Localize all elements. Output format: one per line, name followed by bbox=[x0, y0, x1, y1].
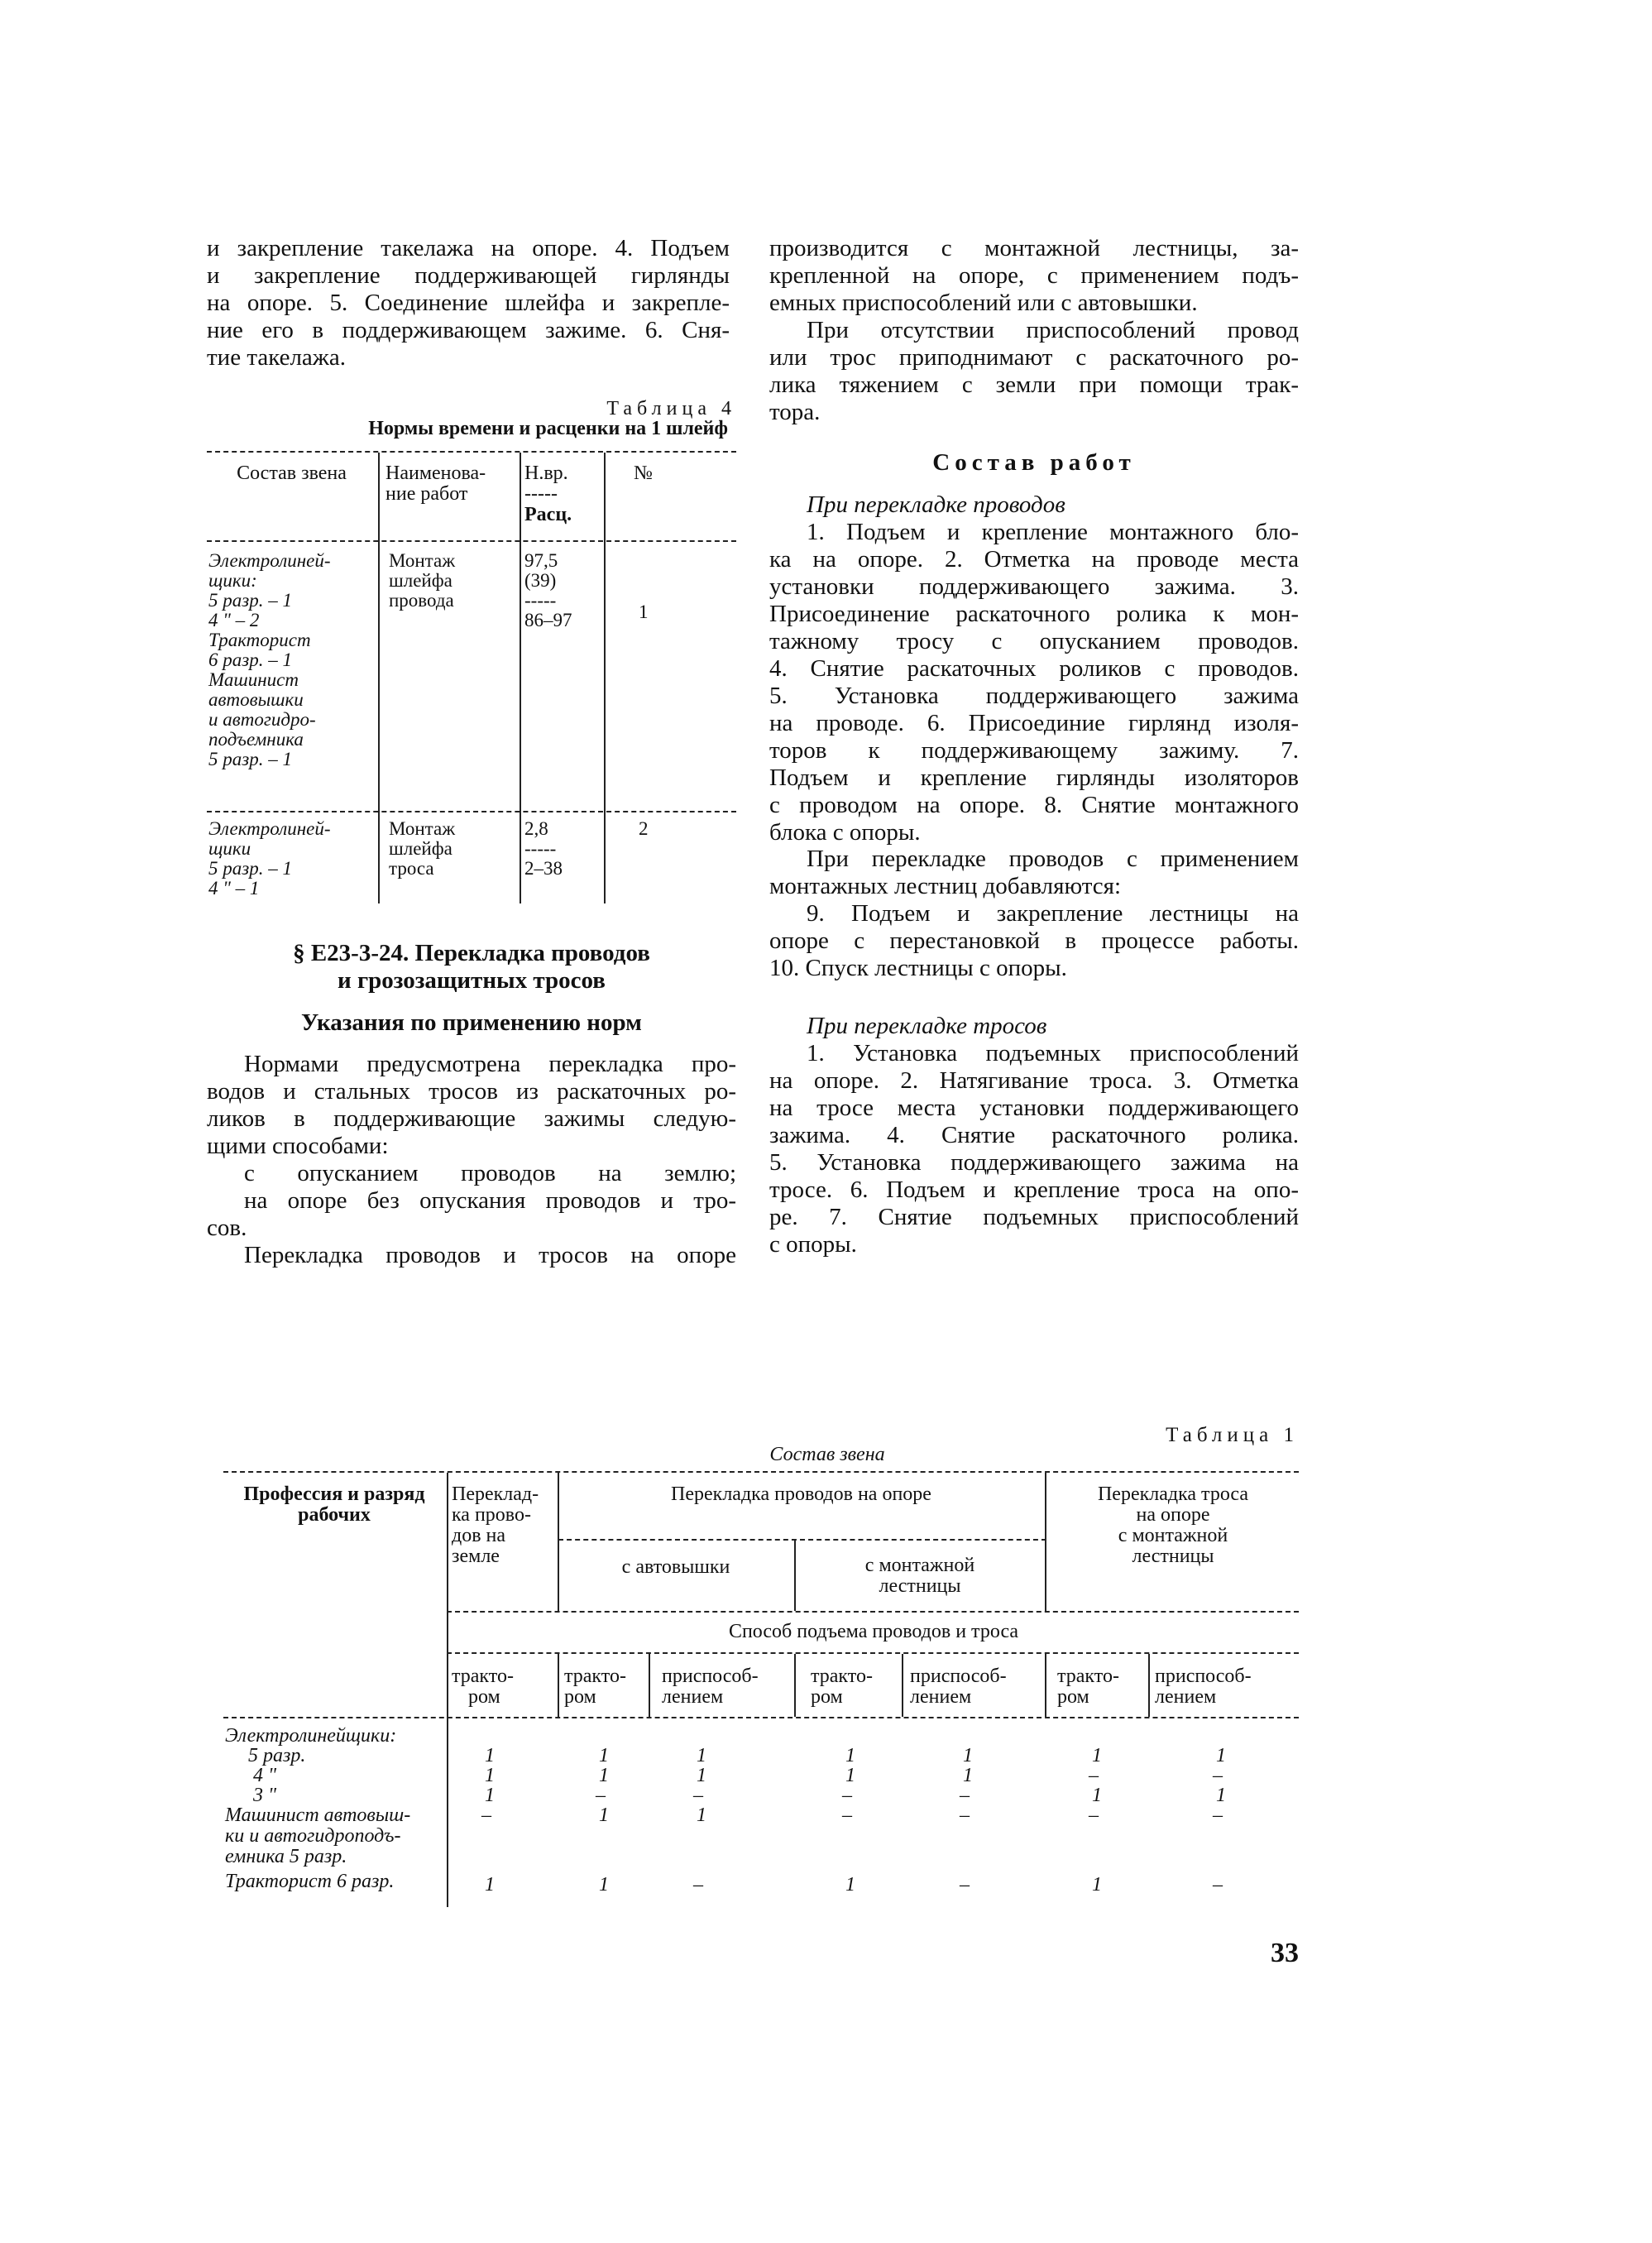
text-line: Присоединение раскаточного ролика к мон- bbox=[769, 601, 1299, 627]
table1-cell: – bbox=[1213, 1804, 1223, 1826]
table1-col-divider bbox=[447, 1473, 448, 1907]
text-line: и автогидро- bbox=[208, 709, 316, 730]
text-line: щики bbox=[208, 838, 251, 859]
text-line: тракто- bbox=[811, 1665, 873, 1687]
page-number: 33 bbox=[1271, 1938, 1299, 1968]
table1-cell: – bbox=[596, 1785, 606, 1806]
text-line: Монтаж bbox=[389, 818, 456, 839]
text-line: Расц. bbox=[524, 504, 572, 525]
text-line: и закрепление такелажа на опоре. 4. Подъем bbox=[207, 235, 730, 261]
table1-cell: 1 bbox=[963, 1765, 973, 1786]
text-line: 5 разр. – 1 bbox=[208, 858, 292, 879]
text-line: 5 разр. – 1 bbox=[208, 749, 292, 769]
text-line: Н.вр. bbox=[524, 462, 568, 484]
text-line: (39) bbox=[524, 570, 557, 591]
text-line: Электролиней- bbox=[208, 818, 331, 839]
text-line: приспособ- bbox=[1155, 1665, 1252, 1687]
table1-subheader bbox=[564, 1666, 647, 1708]
text-line: с опусканием проводов на землю; bbox=[244, 1160, 736, 1186]
table1-cell: 1 bbox=[1216, 1745, 1226, 1766]
text-line: 1. Установка подъемных приспособлений bbox=[807, 1040, 1299, 1066]
table1-rule bbox=[558, 1539, 1046, 1541]
text-line: провода bbox=[389, 590, 454, 611]
text-line: на опоре. 2. Натягивание троса. 3. Отметка bbox=[769, 1067, 1299, 1094]
text-line: троса bbox=[389, 858, 434, 879]
right-top-paragraph bbox=[769, 235, 1299, 426]
text-line: щими способами: bbox=[207, 1133, 389, 1159]
text-line: ром bbox=[1057, 1686, 1089, 1708]
table1-subheader bbox=[811, 1666, 900, 1708]
table1-row-label bbox=[225, 1805, 447, 1867]
work-composition-heading: Состав работ bbox=[932, 449, 1136, 476]
table1-col-divider bbox=[1148, 1654, 1150, 1717]
table1-subheader bbox=[662, 1666, 792, 1708]
text-line: лестницы bbox=[1132, 1546, 1214, 1567]
text-line: ром bbox=[468, 1686, 500, 1708]
table1-cell: 1 bbox=[1092, 1785, 1102, 1806]
table4-title: Нормы времени и расценки на 1 шлейф bbox=[368, 418, 728, 439]
table1-cell: – bbox=[693, 1874, 703, 1896]
text-line: сов. bbox=[207, 1215, 247, 1241]
text-line: Наименова- bbox=[385, 462, 486, 484]
text-line: на проводе. 6. Присоединие гирлянд изоля- bbox=[769, 710, 1299, 736]
text-line: тросе. 6. Подъем и крепление троса на опо- bbox=[769, 1177, 1299, 1203]
table4-row1-num: 1 bbox=[639, 601, 649, 622]
text-line: монтажных лестниц добавляются: bbox=[769, 873, 1122, 899]
table4-row1-norm bbox=[524, 551, 601, 630]
table4-col-divider bbox=[378, 453, 380, 903]
table4-top-rule bbox=[207, 451, 736, 453]
cables-steps bbox=[769, 1040, 1299, 1258]
wires-steps bbox=[769, 519, 1299, 846]
text-line: ки и автогидроподъ- bbox=[225, 1825, 401, 1847]
table1-cell: 1 bbox=[485, 1745, 495, 1766]
text-line: Перекладка троса bbox=[1097, 1483, 1249, 1505]
text-line: тракто- bbox=[564, 1665, 626, 1687]
text-line: емника 5 разр. bbox=[225, 1846, 347, 1867]
intro-paragraph bbox=[207, 235, 730, 371]
table1-col-divider bbox=[649, 1654, 650, 1717]
text-line: производится с монтажной лестницы, за- bbox=[769, 235, 1299, 261]
table1-row-label: 3 " bbox=[253, 1785, 277, 1806]
text-line: дов на bbox=[452, 1525, 506, 1546]
table1-cell: – bbox=[960, 1785, 970, 1806]
table4-row1-work bbox=[389, 551, 513, 611]
table4-row2-work bbox=[389, 819, 513, 879]
table1-subheader bbox=[1057, 1666, 1147, 1708]
text-line: ка прово- bbox=[452, 1504, 531, 1526]
table1-top-rule bbox=[223, 1471, 1299, 1473]
text-line: лением bbox=[662, 1686, 724, 1708]
text-line: § Е23-3-24. Перекладка проводов bbox=[293, 940, 650, 966]
text-line: лика тяжением с земли при помощи трак- bbox=[769, 371, 1299, 398]
table4-row2-num: 2 bbox=[639, 818, 649, 839]
table1-col-divider bbox=[902, 1654, 903, 1717]
text-line: с монтажной bbox=[1118, 1525, 1228, 1546]
text-line: с проводом на опоре. 8. Снятие монтажного bbox=[769, 792, 1299, 818]
table1-title: Состав звена bbox=[769, 1444, 885, 1465]
text-line: ние работ bbox=[385, 483, 468, 505]
text-line: 2–38 bbox=[524, 858, 563, 879]
text-line: 10. Спуск лестницы с опоры. bbox=[769, 955, 1067, 981]
text-line: ликов в поддерживающие зажимы следую- bbox=[207, 1105, 736, 1132]
table1-cell: 1 bbox=[599, 1804, 609, 1826]
table1-cell: 1 bbox=[845, 1765, 855, 1786]
table1-cell: 1 bbox=[697, 1804, 706, 1826]
table1-header-profession bbox=[223, 1484, 445, 1526]
table1-subheader bbox=[452, 1666, 556, 1708]
table1-subheader bbox=[910, 1666, 1042, 1708]
table1-cell: 1 bbox=[697, 1765, 706, 1786]
text-line: Переклад- bbox=[452, 1483, 539, 1505]
text-line: При перекладке проводов с применением bbox=[807, 846, 1299, 872]
table1-cell: 1 bbox=[1216, 1785, 1226, 1806]
section-title bbox=[207, 940, 736, 994]
table4-label: Таблица 4 bbox=[606, 398, 736, 419]
text-line: ----- bbox=[524, 838, 557, 859]
table1-rule bbox=[447, 1652, 1299, 1654]
text-line: При отсутствии приспособлений провод bbox=[807, 317, 1299, 343]
table1-cell: 1 bbox=[485, 1785, 495, 1806]
text-line: на тросе места установки поддерживающего bbox=[769, 1095, 1299, 1121]
table1-cell: 1 bbox=[485, 1765, 495, 1786]
text-line: 9. Подъем и закрепление лестницы на bbox=[807, 900, 1299, 927]
text-line: крепленной на опоре, с применением подъ- bbox=[769, 262, 1299, 289]
table1-row-label: 5 разр. bbox=[248, 1745, 306, 1766]
text-line: опоре с перестановкой в процессе работы. bbox=[769, 927, 1299, 954]
text-line: Машинист bbox=[208, 669, 299, 690]
table1-cell: 1 bbox=[599, 1745, 609, 1766]
text-line: Тракторист bbox=[208, 630, 311, 650]
table4-header-norm bbox=[524, 463, 601, 525]
table1-cell: – bbox=[1089, 1765, 1099, 1786]
text-line: ром bbox=[811, 1686, 843, 1708]
text-line: на опоре. 5. Соединение шлейфа и закрепле- bbox=[207, 290, 730, 316]
text-line: 86–97 bbox=[524, 610, 572, 630]
text-line: емных приспособлений или с автовышки. bbox=[769, 290, 1198, 316]
table1-cell: 1 bbox=[845, 1874, 855, 1896]
table4-header-work bbox=[385, 463, 518, 505]
table1-col-divider bbox=[794, 1654, 796, 1717]
table1-col-divider bbox=[1045, 1654, 1046, 1717]
table1-cell: 1 bbox=[963, 1745, 973, 1766]
table1-cell: 1 bbox=[599, 1874, 609, 1896]
text-line: Профессия и разряд bbox=[243, 1483, 425, 1505]
table1-col-divider bbox=[558, 1654, 559, 1717]
text-line: 4 " – 2 bbox=[208, 610, 260, 630]
text-line: Монтаж bbox=[389, 550, 456, 571]
ladder-steps bbox=[769, 846, 1299, 982]
text-line: Нормами предусмотрена перекладка про- bbox=[244, 1051, 736, 1077]
table4-row2-crew bbox=[208, 819, 378, 899]
text-line: 4. Снятие раскаточных роликов с проводов. bbox=[769, 655, 1299, 682]
text-line: ние его в поддерживающем зажиме. 6. Сня- bbox=[207, 317, 730, 343]
table1-rule bbox=[447, 1611, 1299, 1613]
wires-subheading: При перекладке проводов bbox=[807, 491, 1065, 518]
table1-cell: – bbox=[1213, 1765, 1223, 1786]
text-line: 2,8 bbox=[524, 818, 548, 839]
table1-cell: – bbox=[1213, 1874, 1223, 1896]
text-line: или трос приподнимают с раскаточного ро- bbox=[769, 344, 1299, 371]
table4-header-num: № bbox=[634, 462, 653, 484]
table1-cell: – bbox=[960, 1804, 970, 1826]
text-line: 97,5 bbox=[524, 550, 558, 571]
text-line: лением bbox=[1155, 1686, 1217, 1708]
text-line: 5. Установка поддерживающего зажима на bbox=[769, 1149, 1299, 1176]
table1-header-tower: с автовышки bbox=[621, 1556, 730, 1578]
table4-col-divider bbox=[604, 453, 606, 903]
text-line: тракто- bbox=[1057, 1665, 1119, 1687]
table1-cell: – bbox=[960, 1874, 970, 1896]
text-line: и закрепление поддерживающей гирлянды bbox=[207, 262, 730, 289]
text-line: тора. bbox=[769, 399, 821, 425]
text-line: с монтажной bbox=[864, 1555, 975, 1576]
text-line: 4 " – 1 bbox=[208, 878, 260, 899]
text-line: приспособ- bbox=[910, 1665, 1007, 1687]
text-line: тракто- bbox=[452, 1665, 514, 1687]
table1-cell: 1 bbox=[697, 1745, 706, 1766]
table4-col-divider bbox=[520, 453, 521, 903]
table1-header-onpole: Перекладка проводов на опоре bbox=[671, 1483, 931, 1505]
section-subtitle: Указания по применению норм bbox=[301, 1009, 642, 1036]
text-line: Перекладка проводов и тросов на опоре bbox=[244, 1242, 736, 1268]
table1-col-divider bbox=[1045, 1473, 1046, 1611]
text-line: щики: bbox=[208, 570, 257, 591]
text-line: земле bbox=[452, 1546, 500, 1567]
text-line: рабочих bbox=[298, 1504, 371, 1526]
cables-subheading: При перекладке тросов bbox=[807, 1013, 1047, 1039]
table1-cell: – bbox=[842, 1785, 852, 1806]
table1-cell: 1 bbox=[599, 1765, 609, 1786]
text-line: ----- bbox=[524, 590, 557, 611]
text-line: лением bbox=[910, 1686, 972, 1708]
table4-row1-crew bbox=[208, 551, 378, 769]
text-line: ре. 7. Снятие подъемных приспособлений bbox=[769, 1204, 1299, 1230]
text-line: на опоре bbox=[1136, 1504, 1210, 1526]
text-line: торов к поддерживающему зажиму. 7. bbox=[769, 737, 1299, 764]
text-line: и грозозащитных тросов bbox=[338, 967, 606, 994]
text-line: блока с опоры. bbox=[769, 819, 921, 846]
table1-cell: – bbox=[842, 1804, 852, 1826]
text-line: приспособ- bbox=[662, 1665, 759, 1687]
text-line: на опоре без опускания проводов и тро- bbox=[244, 1187, 736, 1214]
table4-row-rule bbox=[207, 811, 736, 812]
table1-cell: – bbox=[693, 1785, 703, 1806]
table1-cell: – bbox=[1089, 1804, 1099, 1826]
text-line: шлейфа bbox=[389, 570, 453, 591]
table1-cell: – bbox=[481, 1804, 491, 1826]
table4-header-crew: Состав звена bbox=[237, 462, 347, 484]
text-line: тажному тросу с опусканием проводов. bbox=[769, 628, 1299, 654]
text-line: тие такелажа. bbox=[207, 344, 346, 371]
table1-header-ladder bbox=[796, 1555, 1044, 1597]
text-line: с опоры. bbox=[769, 1231, 857, 1258]
text-line: зажима. 4. Снятие раскаточного ролика. bbox=[769, 1122, 1299, 1148]
text-line: Машинист автовыш- bbox=[225, 1804, 411, 1826]
text-line: лестницы bbox=[879, 1575, 961, 1597]
table4-header-rule bbox=[207, 540, 736, 542]
text-line: 6 разр. – 1 bbox=[208, 649, 292, 670]
text-line: 1. Подъем и крепление монтажного бло- bbox=[807, 519, 1299, 545]
table1-header-bottom-rule bbox=[223, 1717, 1299, 1718]
table1-cell: 1 bbox=[1092, 1745, 1102, 1766]
text-line: подъемника bbox=[208, 729, 304, 750]
text-line: водов и стальных тросов из раскаточных ро- bbox=[207, 1078, 736, 1105]
table1-header-method: Способ подъема проводов и троса bbox=[728, 1621, 1019, 1642]
text-line: 5 разр. – 1 bbox=[208, 590, 292, 611]
table1-cell: 1 bbox=[485, 1874, 495, 1896]
table1-cell: 1 bbox=[845, 1745, 855, 1766]
table4-row2-norm bbox=[524, 819, 601, 879]
text-line: Электролиней- bbox=[208, 550, 331, 571]
table1-header-ground bbox=[452, 1484, 556, 1567]
text-line: Подъем и крепление гирлянды изоляторов bbox=[769, 764, 1299, 791]
table1-cell: 1 bbox=[1092, 1874, 1102, 1896]
text-line: установки поддерживающего зажима. 3. bbox=[769, 573, 1299, 600]
text-line: автовышки bbox=[208, 689, 304, 710]
table1-row-label: Тракторист 6 разр. bbox=[225, 1871, 395, 1892]
text-line: ----- bbox=[524, 483, 558, 505]
text-line: шлейфа bbox=[389, 838, 453, 859]
text-line: 5. Установка поддерживающего зажима bbox=[769, 683, 1299, 709]
table1-group-label: Электролинейщики: bbox=[225, 1725, 397, 1747]
text-line: ка на опоре. 2. Отметка на проводе места bbox=[769, 546, 1299, 573]
table1-row-label: 4 " bbox=[253, 1765, 277, 1786]
table1-label: Таблица 1 bbox=[1166, 1424, 1299, 1446]
text-line: ром bbox=[564, 1686, 596, 1708]
section-body bbox=[207, 1051, 736, 1269]
table1-subheader bbox=[1155, 1666, 1297, 1708]
table1-header-cable bbox=[1047, 1484, 1299, 1567]
